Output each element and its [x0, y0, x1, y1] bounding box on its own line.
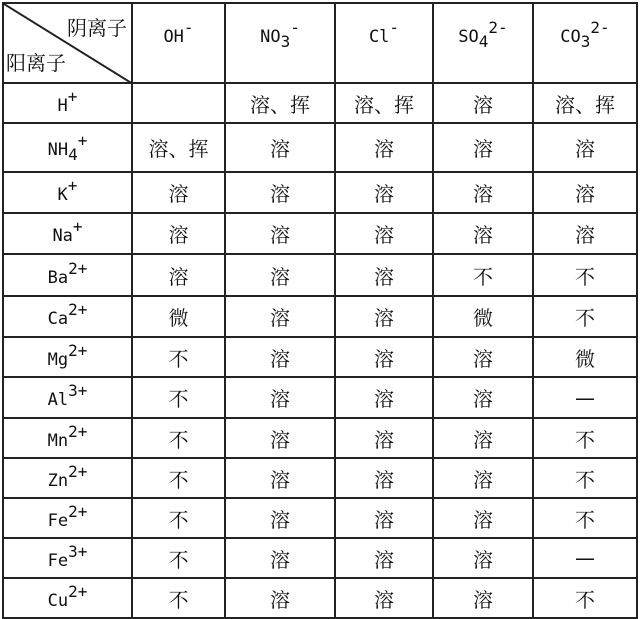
- ion-charge: +: [67, 176, 78, 195]
- table-row: [3, 254, 637, 296]
- ion-base: Mg: [47, 349, 69, 370]
- solubility-cell: 溶: [533, 213, 637, 254]
- solubility-cell: 溶: [335, 213, 433, 254]
- solubility-cell: 溶: [335, 498, 433, 538]
- solubility-cell: 溶: [335, 377, 433, 418]
- solubility-cell: 溶: [533, 123, 637, 172]
- corner-cell: [3, 3, 132, 83]
- anion-header: [132, 3, 225, 83]
- cation-label: [3, 254, 132, 296]
- solubility-cell: 不: [533, 578, 637, 618]
- solubility-cell: 溶: [225, 123, 335, 172]
- cation-label: [3, 458, 132, 498]
- anion-header: [225, 3, 335, 83]
- ion-charge: +: [72, 217, 83, 236]
- solubility-cell: 不: [533, 418, 637, 458]
- solubility-cell: 溶: [433, 538, 533, 578]
- solubility-cell: 溶: [433, 498, 533, 538]
- ion-base: Mn: [47, 430, 69, 451]
- anion-header: [533, 3, 637, 83]
- ion-charge: 2+: [68, 581, 88, 601]
- solubility-cell: 不: [533, 254, 637, 296]
- solubility-cell: 不: [132, 578, 225, 618]
- solubility-cell: 溶: [225, 458, 335, 498]
- solubility-cell: 溶: [433, 337, 533, 377]
- solubility-cell: 溶: [225, 337, 335, 377]
- solubility-cell: 溶: [225, 578, 335, 618]
- cation-label: [3, 123, 132, 172]
- solubility-cell: 溶: [433, 458, 533, 498]
- table-row: [3, 337, 637, 377]
- ion-charge: 2+: [68, 421, 88, 441]
- ion-base: Ca: [47, 309, 69, 329]
- solubility-cell: 不: [132, 377, 225, 418]
- table-row: [3, 418, 637, 458]
- table-row: [3, 538, 637, 578]
- ion-base: H: [57, 95, 68, 116]
- cation-label: [3, 213, 132, 254]
- ion-charge: 2+: [68, 461, 88, 481]
- anion-header: [335, 3, 433, 83]
- ion-charge: -: [183, 18, 194, 37]
- ion-base: OH: [163, 27, 184, 47]
- solubility-cell: 溶、挥: [132, 123, 225, 172]
- solubility-table: [2, 2, 638, 619]
- solubility-cell: 溶: [225, 377, 335, 418]
- solubility-cell: 不: [533, 498, 637, 538]
- solubility-cell: 溶: [335, 538, 433, 578]
- solubility-cell: 溶: [335, 254, 433, 296]
- solubility-cell: 溶: [335, 337, 433, 377]
- table-row: [3, 172, 637, 213]
- solubility-cell: 溶、挥: [225, 83, 335, 123]
- solubility-cell: 溶: [225, 296, 335, 337]
- solubility-cell: 不: [132, 498, 225, 538]
- ion-charge: 2-: [590, 18, 610, 37]
- table-row: [3, 123, 637, 172]
- cation-label: [3, 418, 132, 458]
- table-row: [3, 296, 637, 337]
- solubility-cell: 溶: [533, 172, 637, 213]
- solubility-cell: —: [533, 538, 637, 578]
- solubility-cell: 溶: [132, 172, 225, 213]
- ion-base: Fe: [47, 550, 69, 571]
- solubility-cell: 溶: [433, 172, 533, 213]
- solubility-cell: 不: [433, 254, 533, 296]
- solubility-cell: 溶: [225, 538, 335, 578]
- solubility-cell: 不: [533, 296, 637, 337]
- anion-axis-label: 阴离子: [67, 16, 127, 40]
- ion-charge: -: [290, 18, 300, 37]
- solubility-cell: 溶: [433, 123, 533, 172]
- ion-base: Ba: [47, 267, 69, 288]
- solubility-cell: 溶: [433, 578, 533, 618]
- ion-base: Cl: [368, 27, 390, 47]
- solubility-cell: 溶: [433, 377, 533, 418]
- ion-charge: 3+: [68, 541, 88, 561]
- ion-base: Cu: [47, 590, 69, 611]
- solubility-cell: 不: [533, 458, 637, 498]
- ion-charge: 2-: [488, 18, 508, 37]
- solubility-cell: 溶、挥: [335, 83, 433, 123]
- solubility-cell: 溶: [132, 213, 225, 254]
- table-row: [3, 213, 637, 254]
- ion-base: Fe: [47, 510, 69, 531]
- solubility-cell: 溶: [335, 296, 433, 337]
- ion-base: CO: [560, 27, 581, 47]
- solubility-cell: 溶: [335, 172, 433, 213]
- cation-label: [3, 172, 132, 213]
- table-row: [3, 498, 637, 538]
- ion-base: Na: [52, 226, 73, 246]
- ion-charge: 2+: [68, 258, 88, 278]
- anion-header: [433, 3, 533, 83]
- ion-charge: +: [67, 86, 78, 106]
- ion-base: NO: [260, 27, 281, 47]
- solubility-cell: 溶: [433, 83, 533, 123]
- header-row: [3, 3, 637, 83]
- solubility-cell: 微: [533, 337, 637, 377]
- ion-base: NH: [47, 140, 69, 160]
- table-row: [3, 578, 637, 618]
- cation-label: [3, 83, 132, 123]
- ion-subscript: 3: [580, 32, 591, 51]
- solubility-cell: 不: [132, 458, 225, 498]
- solubility-cell: 溶: [132, 254, 225, 296]
- solubility-cell: 溶: [225, 172, 335, 213]
- solubility-cell: 溶: [433, 418, 533, 458]
- solubility-cell: [132, 83, 225, 123]
- ion-base: SO: [458, 27, 479, 47]
- cation-label: [3, 337, 132, 377]
- table-row: [3, 458, 637, 498]
- solubility-cell: 溶: [335, 418, 433, 458]
- ion-charge: 2+: [68, 501, 88, 521]
- ion-charge: +: [77, 131, 88, 150]
- solubility-cell: 溶: [433, 213, 533, 254]
- cation-label: [3, 578, 132, 618]
- ion-subscript: 4: [478, 32, 489, 51]
- solubility-cell: 不: [132, 418, 225, 458]
- solubility-cell: 溶: [225, 498, 335, 538]
- cation-label: [3, 377, 132, 418]
- solubility-cell: 不: [132, 337, 225, 377]
- ion-charge: -: [389, 18, 400, 37]
- solubility-cell: 溶: [225, 213, 335, 254]
- ion-base: Al: [47, 390, 69, 410]
- ion-subscript: 4: [68, 145, 78, 164]
- solubility-cell: 溶: [335, 123, 433, 172]
- ion-charge: 2+: [68, 300, 88, 319]
- cation-label: [3, 538, 132, 578]
- solubility-cell: —: [533, 377, 637, 418]
- solubility-cell: 溶: [335, 458, 433, 498]
- solubility-cell: 溶、挥: [533, 83, 637, 123]
- solubility-cell: 溶: [225, 418, 335, 458]
- solubility-cell: 微: [132, 296, 225, 337]
- ion-subscript: 3: [280, 32, 291, 51]
- cation-label: [3, 498, 132, 538]
- ion-charge: 2+: [68, 340, 88, 360]
- cation-axis-label: 阳离子: [6, 51, 66, 75]
- cation-label: [3, 296, 132, 337]
- ion-charge: 3+: [68, 381, 88, 400]
- solubility-cell: 微: [433, 296, 533, 337]
- table-row: [3, 83, 637, 123]
- ion-base: Zn: [47, 470, 69, 491]
- solubility-cell: 溶: [335, 578, 433, 618]
- solubility-cell: 不: [132, 538, 225, 578]
- ion-base: K: [57, 185, 68, 205]
- solubility-cell: 溶: [225, 254, 335, 296]
- table-row: [3, 377, 637, 418]
